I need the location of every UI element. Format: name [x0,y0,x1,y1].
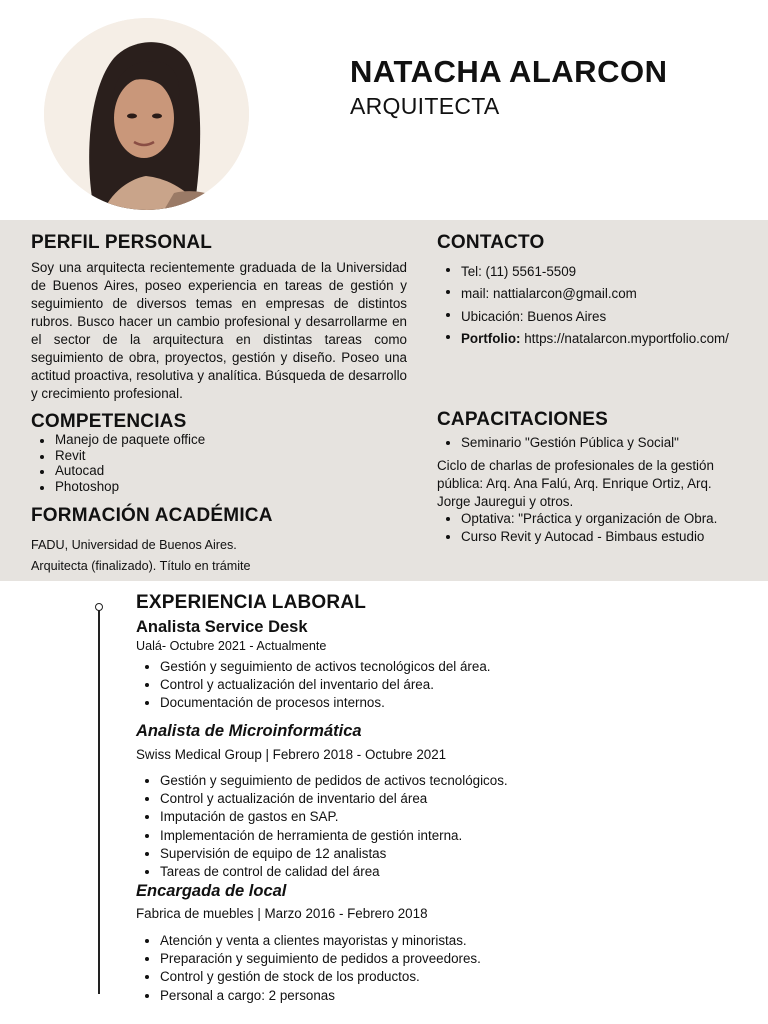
job-title: Analista Service Desk [136,618,308,636]
capacitaciones-desc: Ciclo de charlas de profesionales de la gestión pública: Arq. Ana Falú, Arq. Enrique Ortiz, Arq. Jorge Jauregui y otros. [437,458,714,509]
job-task: Control y gestión de stock de los productos. [136,968,481,986]
timeline-line [98,608,100,994]
capacitaciones-heading: CAPACITACIONES [437,409,608,430]
candidate-name: NATACHA ALARCON [350,54,668,89]
skill-item: Revit [31,448,391,464]
job-meta: Swiss Medical Group | Febrero 2018 - Octubre 2021 [136,747,447,762]
job-task: Imputación de gastos en SAP. [136,808,508,826]
job-task: Personal a cargo: 2 personas [136,987,481,1005]
formacion-line-1: FADU, Universidad de Buenos Aires. [31,538,237,552]
experiencia-heading: EXPERIENCIA LABORAL [136,592,367,613]
formacion-heading: FORMACIÓN ACADÉMICA [31,505,273,526]
competencias-heading: COMPETENCIAS [31,411,187,432]
perfil-text: Soy una arquitecta recientemente graduada de la Universidad de Buenos Aires, poseo experiencia en tareas de gestión y seguimiento de diversos temas en empresas de distintos rubros. Busco hacer un cambio profesional y desarrollarme en el sector de la arquitectura en distintas tareas como seguimiento de obra, proyectos, gestión y diseño. Poseo una actitud proactiva, resolutiva y analítica. Búsqueda de desarrollo y crecimiento profesional. [31,260,407,401]
course-item: Optativa: "Práctica y organización de Obra. [437,510,757,528]
contact-list [437,261,757,350]
job-task: Documentación de procesos internos. [136,694,491,712]
job-task: Supervisión de equipo de 12 analistas [136,845,508,863]
candidate-role: ARQUITECTA [350,93,500,119]
portrait-image [44,18,249,210]
portfolio-link[interactable]: https://natalarcon.myportfolio.com/ [520,330,729,346]
capacitaciones-list-2 [437,510,757,546]
contact-portfolio[interactable] [437,328,757,350]
job-task: Preparación y seguimiento de pedidos a proveedores. [136,950,481,968]
job-meta: Fabrica de muebles | Marzo 2016 - Febrero 2018 [136,906,428,921]
job-title: Analista de Microinformática [136,722,362,740]
skill-item: Photoshop [31,479,391,495]
job-task: Control y actualización de inventario del área [136,790,508,808]
contacto-heading: CONTACTO [437,232,545,253]
job-tasks [136,932,481,1005]
job-meta: Ualá- Octubre 2021 - Actualmente [136,639,327,653]
perfil-heading: PERFIL PERSONAL [31,232,213,253]
job-task: Control y actualización del inventario del área. [136,676,491,694]
contact-location: Ubicación: Buenos Aires [437,306,757,328]
competencias-list [31,432,391,494]
job-task: Tareas de control de calidad del área [136,863,508,881]
skill-item: Manejo de paquete office [31,432,391,448]
job-task: Implementación de herramienta de gestión interna. [136,827,508,845]
job-task: Atención y venta a clientes mayoristas y minoristas. [136,932,481,950]
portfolio-label: Portfolio: [461,330,521,346]
job-title: Encargada de local [136,882,287,900]
contact-email[interactable]: mail: nattialarcon@gmail.com [437,283,757,305]
job-tasks [136,658,491,713]
capacitaciones-list-1 [437,434,747,452]
skill-item: Autocad [31,463,391,479]
course-item: Curso Revit y Autocad - Bimbaus estudio [437,528,757,546]
job-tasks [136,772,508,881]
formacion-line-2: Arquitecta (finalizado). Título en trámite [31,559,251,573]
job-task: Gestión y seguimiento de activos tecnológicos del área. [136,658,491,676]
timeline-dot [95,603,103,611]
job-task: Gestión y seguimiento de pedidos de activos tecnológicos. [136,772,508,790]
contact-phone: Tel: (11) 5561-5509 [437,261,757,283]
course-item: Seminario "Gestión Pública y Social" [437,434,747,452]
profile-photo [44,18,249,210]
